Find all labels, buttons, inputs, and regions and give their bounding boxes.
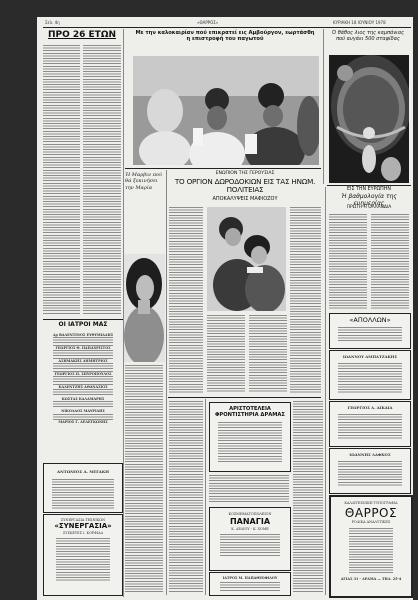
masthead-rule	[43, 27, 411, 28]
article-text	[290, 207, 321, 393]
doctor-details	[53, 389, 113, 397]
column-rule	[325, 187, 326, 595]
photo-mafia-trial	[207, 207, 286, 311]
advert-box	[209, 572, 291, 596]
advert-tharros	[329, 495, 413, 598]
advert-footer: ΑΓΙΑΣ 31 - ΔΡΑΜΑ — ΤΗΛ. 25-4	[340, 577, 402, 582]
advert-text	[338, 363, 402, 393]
photo-marvin-image	[124, 254, 165, 362]
advert-kicker: ΚΟΣΜΗΜΑΤΟΠΩΛΕΙΟΝ	[228, 512, 272, 516]
photo-headline: Με την καλοκαιρίαν πού επικρατεί εις Αμβούργον, εωρτάσθη η επιστροφή του παγωτού	[135, 30, 315, 42]
article-subheadline: ΑΠΟΚΑΛΥΨΕΙΣ ΜΑΦΙΟΖΟΥ	[212, 196, 278, 202]
advert-subtitle: ΣΥΣΚΕΥΕΣ Ι. ΚΟΡΦΙΑΔ	[62, 530, 104, 535]
advert-brand: «ΣΥΝΕΡΓΑΣΙΑ»	[54, 522, 112, 531]
article-text	[371, 214, 409, 309]
doctor-details	[53, 376, 113, 385]
advert-title: ΙΩΑΝΝΟΥ ΑΜΠΑΤΖΑΚΗΣ	[342, 354, 398, 359]
advert-title: ΑΝΤΩΝΙΟΣ Α. ΜΙΤΑΚΗ	[56, 469, 110, 474]
doctor-name: Δρ ΒΑΛΕΝΤΙΝΟΣ ΕΥΘΥΜΙΑΔΗΣ	[52, 333, 114, 337]
divider	[43, 319, 123, 320]
advert-ioannou	[329, 350, 411, 400]
advert-text	[338, 461, 402, 487]
doctor-name: ΚΩΣΤΑΣ ΚΑΛΑΜΑΡΗΣ	[61, 397, 105, 402]
advert-aristotelia	[209, 402, 291, 472]
photo-ice-cream	[133, 56, 319, 165]
advert-text	[52, 479, 114, 509]
advert-title: ΑΡΙΣΤΟΤΕΛΕΙΑ ΦΡΟΝΤΙΣΤΗΡΙΑ ΔΡΑΜΑΣ	[215, 406, 285, 418]
article-text	[169, 207, 203, 393]
advert-title: ΓΕΩΡΓΙΟΣ Δ. ΑΙΚΑΙΑ	[347, 405, 393, 410]
advert-title: ΣΥΝΕΡΓΑΣΙΑ ΤΕΧΝΙΚΩΝ	[60, 518, 106, 522]
article-text	[125, 365, 163, 593]
doctor-name: ΓΕΩΡΓΙΟΣ Θ. ΠΑΠΑΧΡΙΣΤΟΣ	[55, 346, 111, 351]
column-rule	[166, 170, 167, 595]
photo-mafia-trial-image	[207, 207, 286, 311]
photo-bell	[329, 55, 409, 183]
doctor-name: ΝΙΚΟΛΑΟΣ ΜΑΥΡΙΔΗΣ	[61, 409, 105, 414]
column-rule	[205, 399, 206, 595]
doctor-name: ΑΣΗΜΑΚΗΣ ΔΗΜΗΤΡΙΟΣ	[58, 359, 108, 364]
doctors-heading: ΟΙ ΙΑΤΡΟΙ ΜΑΣ	[58, 321, 108, 328]
column-rule	[323, 29, 324, 184]
photo-bell-image	[329, 55, 409, 183]
advert-brand: ΠΑΝΑΓΙΑ	[229, 517, 271, 527]
advert-text	[209, 475, 289, 503]
advert-text	[220, 534, 280, 556]
doctor-details	[53, 363, 113, 372]
photo-ice-cream-image	[133, 56, 319, 165]
advert-text	[338, 327, 402, 341]
advert-text	[220, 582, 280, 591]
advert-apollon	[329, 313, 411, 349]
article-headline: Ή βαθμολογία της ευημερίας	[341, 193, 397, 207]
photo-headline: Ό θάθος λιος της καμπάνιας πού αυγάει 500 σταφίδας	[331, 30, 405, 42]
doctor-details	[53, 337, 113, 346]
article-headline: ΤΟ ΟΡΓΙΟΝ ΔΩΡΟΔΟΚΙΩΝ ΕΙΣ ΤΑΣ ΗΝΩΜ. ΠΟΛΙΤΕΙΑΣ	[174, 177, 316, 194]
doctor-name: ΚΑΛΕΝΤΖΗΣ ΑΘΑΝΑΣΙΟΣ	[58, 385, 108, 390]
newspaper-page	[37, 17, 413, 600]
divider	[327, 185, 411, 186]
advert-text	[349, 528, 393, 574]
article-text	[329, 214, 367, 309]
article-text	[249, 315, 287, 393]
paper-name: «ΘΑΡΡΟΣ»	[197, 20, 219, 25]
advert-brand: ΘΑΡΡΟΣ	[344, 506, 398, 521]
doctor-details	[53, 401, 113, 409]
advert-text	[338, 414, 402, 440]
advert-text	[218, 422, 282, 462]
advert-box	[43, 514, 123, 596]
article-text	[207, 315, 245, 393]
advert-brand: «ΑΠΟΛΛΩΝ»	[349, 316, 391, 324]
article-kicker: ΕΝΩΠΙΟΝ ΤΗΣ ΓΕΡΟΥΣΙΑΣ	[215, 171, 275, 176]
advert-title: ΙΑΤΡΟΣ Μ. ΠΑΠΑΘΕΟΦΙΛΟΥ	[222, 576, 278, 580]
advert-ioannis	[329, 448, 411, 494]
photo-caption: Ή Μαρβιν πού θά ξεκινήσει την Μαρία	[125, 172, 163, 191]
article-text	[83, 45, 121, 315]
doctors-list	[43, 332, 123, 457]
doctor-name: ΓΕΩΡΓΙΟΣ Π. ΣΠΥΡΟΠΟΥΛΟΣ	[54, 372, 112, 377]
article-text	[169, 401, 203, 593]
advert-text	[56, 538, 110, 582]
issue-date: ΚΥΡΙΑΚΗ 18 ΙΟΥΝΙΟΥ 1978	[333, 20, 386, 25]
section-heading: ΠΡΟ 26 ΕΤΩΝ	[47, 30, 117, 40]
advert-subtitle: Κ. ΔΕΛΙΟΥ - Κ. ΧΟΜΕ	[231, 526, 269, 531]
page-number: Σελ. 4η	[45, 20, 60, 25]
article-subheadline: ΠΡΩΤΗ Η ΟΛΛΑΝΔΙΑ	[346, 205, 392, 210]
doctor-name: ΜΑΡΙΟΣ Γ. ΔΕΔΕΓΚΩΝΗΣ	[58, 419, 108, 424]
article-kicker: ΕΙΣ ΤΗΝ ΕΥΡΩΠΗΝ	[347, 187, 391, 192]
advert-box	[43, 463, 123, 513]
divider	[125, 168, 321, 169]
advert-georgios	[329, 401, 411, 447]
advert-kicker: ΚΑΛΛΙΤΕΧΝΙΚΗ ΤΥΠΟΓΡΑΦΙΑ	[344, 501, 398, 505]
advert-title: ΙΩΑΝΝΗΣ ΛΑΦΚΟΣ	[349, 452, 391, 457]
divider	[168, 397, 321, 398]
article-text	[43, 45, 80, 315]
advert-panagia	[209, 507, 291, 571]
article-text	[293, 401, 323, 593]
doctor-details	[53, 350, 113, 359]
photo-marvin	[124, 254, 165, 362]
advert-subtitle: ΡΟΔΙΚΑ ΑΝΑΛΥΤΙΚΕΣ	[351, 520, 391, 525]
